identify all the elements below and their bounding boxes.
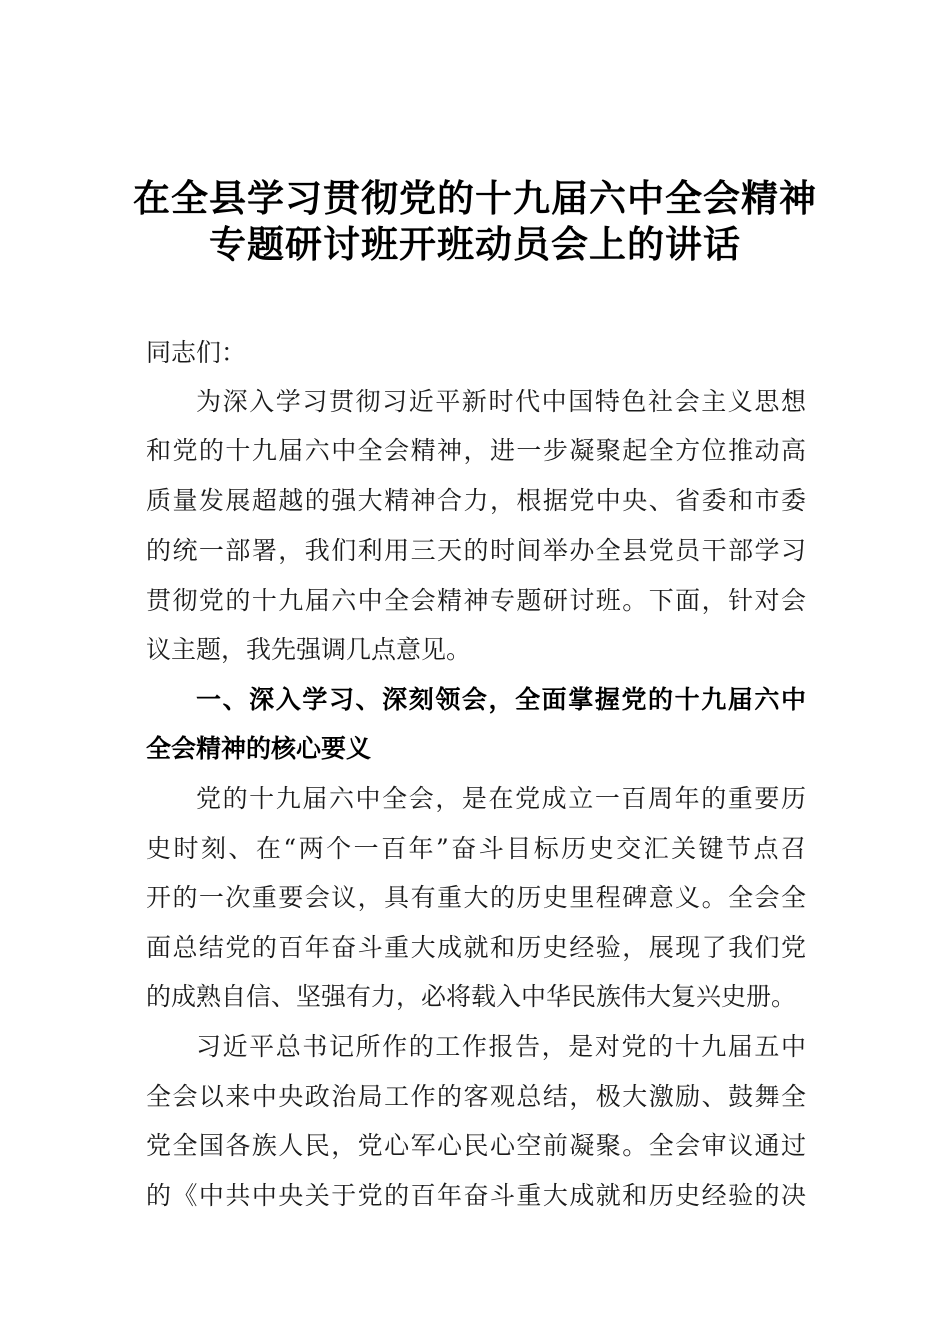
- paragraph-2-line: 开的一次重要会议，具有重大的历史里程碑意义。全会全: [146, 883, 806, 912]
- paragraph-2-line: 的成熟自信、坚强有力，必将载入中华民族伟大复兴史册。: [146, 982, 797, 1011]
- paragraph-1-line: 的统一部署，我们利用三天的时间举办全县党员干部学习: [146, 536, 806, 565]
- paragraph-2-line: 面总结党的百年奋斗重大成就和历史经验，展现了我们党: [146, 933, 806, 962]
- paragraph-1-line: 为深入学习贯彻习近平新时代中国特色社会主义思想: [196, 387, 806, 416]
- paragraph-1-line: 质量发展超越的强大精神合力，根据党中央、省委和市委: [146, 486, 806, 515]
- paragraph-2-line: 党的十九届六中全会，是在党成立一百周年的重要历: [196, 784, 806, 813]
- document-title-line-1: 在全县学习贯彻党的十九届六中全会精神: [133, 177, 817, 220]
- section-heading-line: 全会精神的核心要义: [146, 734, 372, 763]
- paragraph-3-line: 全会以来中央政治局工作的客观总结，极大激励、鼓舞全: [146, 1082, 806, 1111]
- paragraph-1-line: 贯彻党的十九届六中全会精神专题研讨班。下面，针对会: [146, 586, 806, 615]
- paragraph-1-line: 议主题，我先强调几点意见。: [146, 635, 472, 664]
- paragraph-3-line: 的《中共中央关于党的百年奋斗重大成就和历史经验的决: [146, 1181, 806, 1210]
- section-heading-line: 一、深入学习、深刻领会，全面掌握党的十九届六中: [196, 685, 806, 714]
- paragraph-1-line: 和党的十九届六中全会精神，进一步凝聚起全方位推动高: [146, 436, 806, 465]
- paragraph-3-line: 习近平总书记所作的工作报告，是对党的十九届五中: [196, 1032, 806, 1061]
- salutation: 同志们：: [146, 338, 247, 367]
- document-title-line-2: 专题研讨班开班动员会上的讲话: [209, 223, 741, 266]
- paragraph-2-line: 史时刻、在“两个一百年”奋斗目标历史交汇关键节点召: [146, 834, 806, 863]
- paragraph-3-line: 党全国各族人民，党心军心民心空前凝聚。全会审议通过: [146, 1131, 806, 1160]
